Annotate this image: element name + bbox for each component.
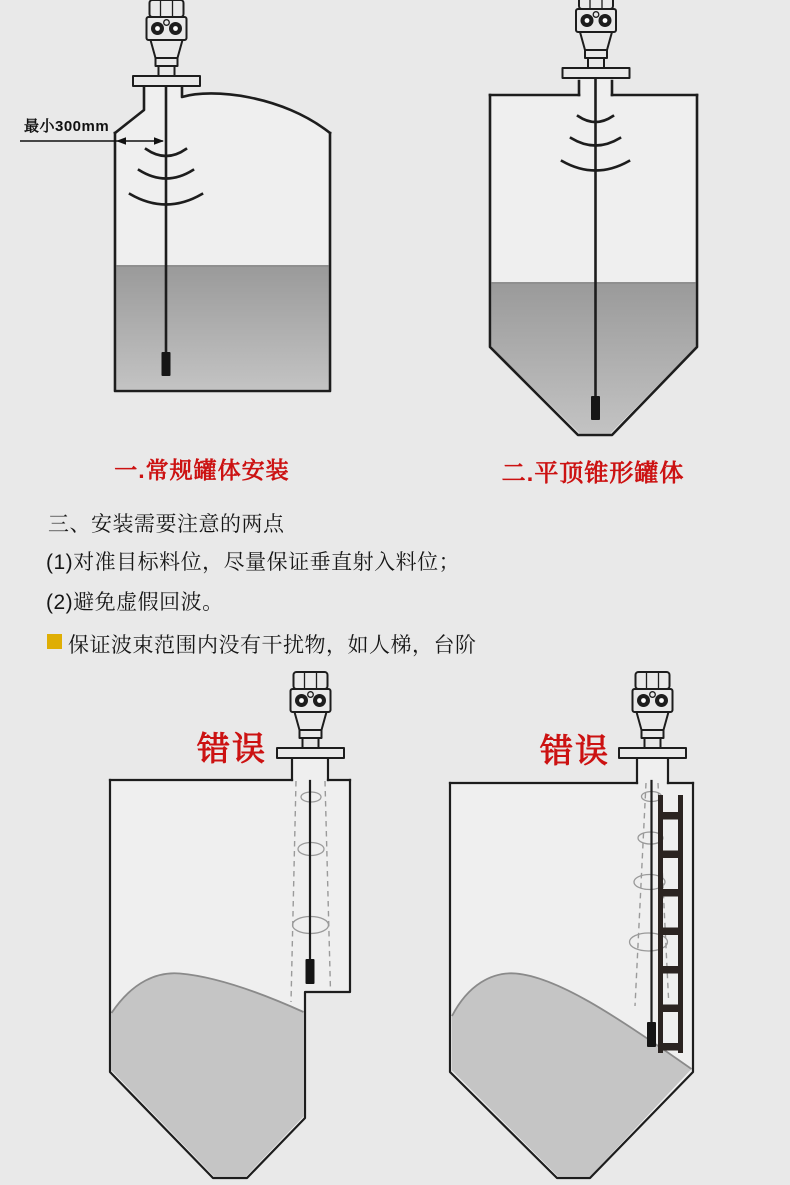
error-label-left: 错误 <box>197 730 267 767</box>
bullet-square-icon <box>47 634 62 649</box>
bullet-note-row <box>46 629 477 659</box>
radar-sensor-icon <box>563 0 630 78</box>
figure2-caption: 二.平顶锥形罐体 <box>501 460 685 487</box>
error-label-right: 错误 <box>540 732 610 769</box>
tank1-diagram <box>20 0 330 391</box>
radar-sensor-icon <box>277 672 344 758</box>
radar-sensor-icon <box>619 672 686 758</box>
note-item-1: (1)对准目标料位，尽量保证垂直射入料位； <box>46 551 461 574</box>
radar-sensor-icon <box>133 0 200 86</box>
counterweight <box>647 1022 656 1047</box>
tank2-diagram <box>490 0 697 435</box>
counterweight <box>162 352 171 376</box>
counterweight <box>591 396 600 420</box>
min-distance-label: 最小300mm <box>24 118 110 135</box>
material-fill <box>112 973 304 1176</box>
figure1-caption: 一.常规罐体安装 <box>114 457 290 483</box>
section-heading: 三、安装需要注意的两点 <box>48 513 285 536</box>
note-item-2: (2)避免虚假回波。 <box>46 591 224 614</box>
counterweight <box>306 959 315 984</box>
bullet-note-text: 保证波束范围内没有干扰物，如人梯，台阶 <box>68 634 477 657</box>
material-fill <box>117 266 329 390</box>
